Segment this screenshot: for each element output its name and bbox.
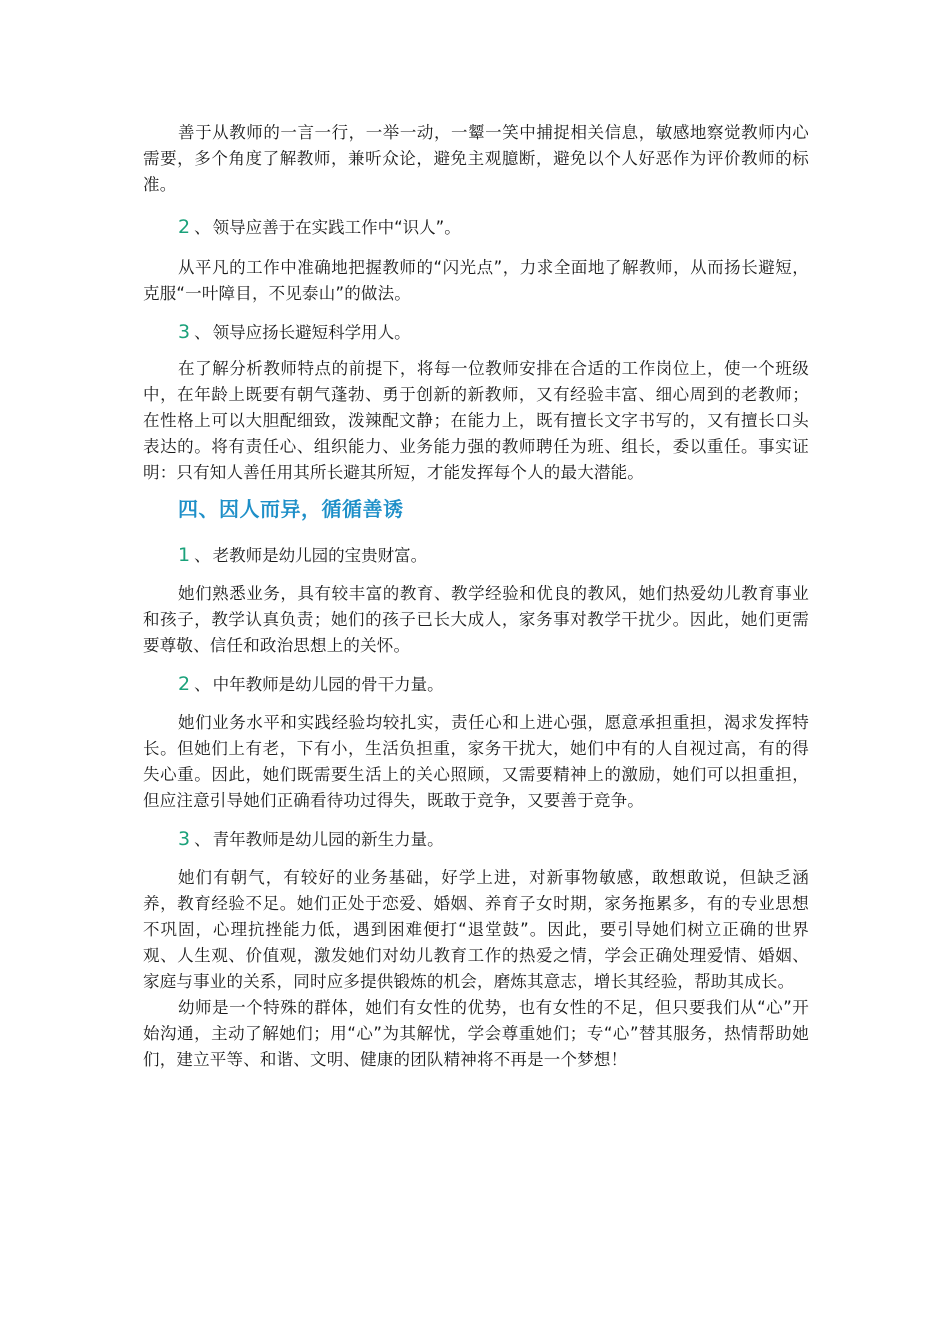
item-text: 领导应善于在实践工作中“识人”。 <box>212 218 461 237</box>
paragraph-highlight-points: 从平凡的工作中准确地把握教师的“闪光点”，力求全面地了解教师，从而扬长避短，克服“一叶障目，不见泰山”的做法。 <box>143 258 809 303</box>
item-text: 老教师是幼儿园的宝贵财富。 <box>212 546 428 565</box>
list-item-senior-teachers <box>143 542 809 569</box>
item-text: 领导应扬长避短科学用人。 <box>212 323 411 342</box>
item-number: 3 <box>178 828 191 850</box>
paragraph-young-teachers: 她们有朝气，有较好的业务基础，好学上进，对新事物敏感，敢想敢说，但缺乏涵养，教育经验不足。她们正处于恋爱、婚姻、养育子女时期，家务拖累多，有的专业思想不巩固，心理抗挫能力低，遇到困难便打“退堂鼓”。因此，要引导她们树立正确的世界观、人生观、价值观，激发她们对幼儿教育工作的热爱之情，学会正确处理爱情、婚姻、家庭与事业的关系，同时应多提供锻炼的机会，磨炼其意志，增长其经验，帮助其成长。 <box>143 868 809 991</box>
paragraph-conclusion: 幼师是一个特殊的群体，她们有女性的优势，也有女性的不足，但只要我们从“心”开始沟通，主动了解她们；用“心”为其解忧，学会尊重她们；专“心”替其服务，热情帮助她们，建立平等、和谐、文明、健康的团队精神将不再是一个梦想！ <box>143 998 809 1069</box>
list-item-use-strengths <box>143 319 809 346</box>
item-number: 1 <box>178 544 191 566</box>
section-heading-four: 四、因人而异，循循善诱 <box>178 497 404 521</box>
item-number: 2 <box>178 673 191 695</box>
paragraph-senior-teachers: 她们熟悉业务，具有较丰富的教育、教学经验和优良的教风，她们热爱幼儿教育事业和孩子，教学认真负责；她们的孩子已长大成人，家务事对教学干扰少。因此，她们更需要尊敬、信任和政治思想上的关怀。 <box>143 584 809 655</box>
item-separator: 、 <box>194 675 211 694</box>
item-text: 中年教师是幼儿园的骨干力量。 <box>212 675 444 694</box>
item-number: 3 <box>178 321 191 343</box>
list-item-practice-recognize <box>143 214 809 241</box>
item-separator: 、 <box>194 323 211 342</box>
item-text: 青年教师是幼儿园的新生力量。 <box>212 830 444 849</box>
item-separator: 、 <box>194 830 211 849</box>
item-separator: 、 <box>194 218 211 237</box>
document-page <box>143 120 809 1073</box>
item-separator: 、 <box>194 546 211 565</box>
paragraph-middle-teachers: 她们业务水平和实践经验均较扎实，责任心和上进心强，愿意承担重担，渴求发挥特长。但她们上有老，下有小，生活负担重，家务干扰大，她们中有的人自视过高，有的得失心重。因此，她们既需要生活上的关心照顾，又需要精神上的激励，她们可以担重担，但应注意引导她们正确看待功过得失，既敢于竞争，又要善于竞争。 <box>143 713 809 810</box>
list-item-young-teachers <box>143 826 809 853</box>
item-number: 2 <box>178 216 191 238</box>
list-item-middle-teachers <box>143 671 809 698</box>
paragraph-observe-teachers: 善于从教师的一言一行，一举一动，一颦一笑中捕捉相关信息，敏感地察觉教师内心需要，多个角度了解教师，兼听众论，避免主观臆断，避免以个人好恶作为评价教师的标准。 <box>143 123 809 194</box>
paragraph-assign-positions: 在了解分析教师特点的前提下，将每一位教师安排在合适的工作岗位上，使一个班级中，在年龄上既要有朝气蓬勃、勇于创新的新教师，又有经验丰富、细心周到的老教师；在性格上可以大胆配细致，泼辣配文静；在能力上，既有擅长文字书写的，又有擅长口头表达的。将有责任心、组织能力、业务能力强的教师聘任为班、组长，委以重任。事实证明：只有知人善任用其所长避其所短，才能发挥每个人的最大潜能。 <box>143 359 809 482</box>
